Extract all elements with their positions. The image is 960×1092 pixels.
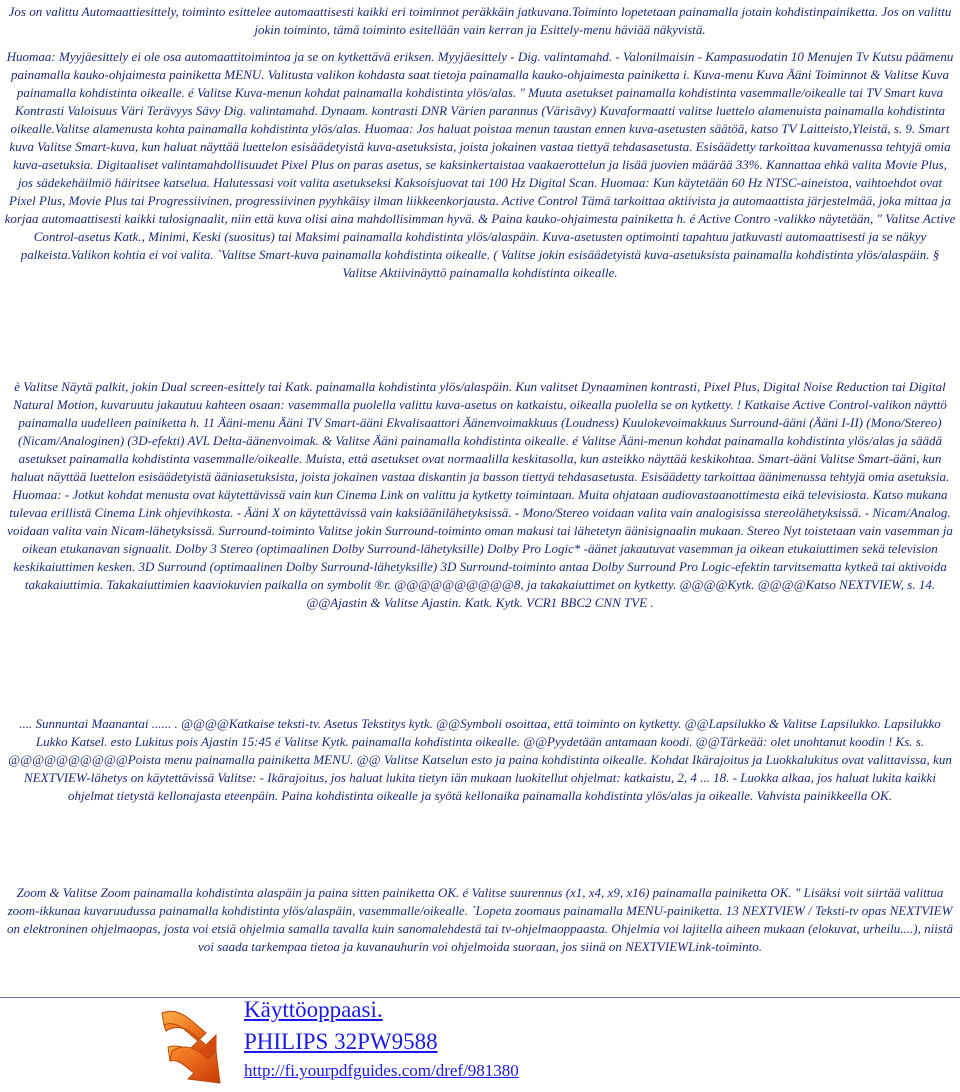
paragraph-zoom-nextview: Zoom & Valitse Zoom painamalla kohdistinta alaspäin ja paina sitten painiketta OK. é Valitse suurennus (x1, x4, x9, x16) painamalla painiketta OK. " Lisäksi voit siirtää valittua zoom-ikkunaa kuvaruudussa painamalla kohdistinta ylös/alaspäin, vasemmalle/oikealle. `Lopeta zoomaus painamalla MENU-painiketta. 13 NEXTVIEW / Teksti-tv opas NEXTVIEW on elektroninen ohjelmaopas, josta voi etsiä ohjelmia samalla tavalla kuin sanomalehdestä tai tv-ohjelmaoppaasta. Ohjelmia voi lajitella aiheen mukaan (elokuvat, urheilu....), niistä voi saada tarkempaa tietoa ja kuvanauhurin voi ohjelmoida suoraan, jos siinä on NEXTVIEWLink-toiminto. — [7, 885, 953, 954]
pdf-arrow-icon — [158, 1003, 232, 1087]
guide-link[interactable]: Käyttöoppaasi. — [244, 997, 383, 1022]
product-link[interactable]: PHILIPS 32PW9588 — [244, 1029, 438, 1054]
paragraph-picture-menu: Huomaa: Myyjäesittely ei ole osa automaattitoimintoa ja se on kytkettävä eriksen. Myyjäesittely - Dig. valintamahd. - Valonilmaisin - Kampasuodatin 10 Menujen Tv Kutsu päämenu painamalla kauko-ohjaimesta painiketta MENU. Valitusta valikon kohdasta saat tietoja painamalla kauko-ohjaimesta painiketta i. Kuva-menu Kuva Ääni Toiminnot & Valitse Kuva painamalla kohdistinta oikealle. é Valitse Kuva-menun kohdat painamalla kohdistinta ylös/alas. " Muuta asetukset painamalla kohdistinta vasemmalle/oikealle tai TV Smart kuva Kontrasti Valoisuus Väri Terävyys Sävy Dig. valintamahd. Dynaam. kontrasti DNR Värien parannus (Värisävy) Kuvaformaatti valitse luettelo alamenuista painamalla kohdistinta oikealle.Valitse alamenusta kohta painamalla kohdistinta ylös/alas. Huomaa: Jos haluat poistaa menun taustan ennen kuva-asetusten säätöä, katso TV Laitteisto,Yleistä, s. 9. Smart kuva Valitse Smart-kuva, kun haluat näyttää luettelon esisäädetyistä kuva-asetuksista, joista jokainen vastaa tiettyä tehdasasetusta. Esisäädetty tarkoittaa kuvamenussa tehtyjä omia kuva-asetuksia. Digitaaliset valintamahdollisuudet Pixel Plus on paras asetus, se kaksinkertaistaa vaakaerottelun ja lisää juovien määrää 33%. Kannattaa ehkä valita Movie Plus, jos sädekehäilmiö häiritsee katselua. Halutessasi voit valita asetukseksi Kaksoisjuovat tai 100 Hz Digital Scan. Huomaa: Kun käytetään 60 Hz NTSC-aineistoa, vaihtoehdot ovat Pixel Plus, Movie Plus tai Progressiivinen, progressiivinen pyyhkäisy ilman liikkeenkorjausta. Active Control Tämä tarkoittaa aktiivista ja automaattista järjestelmää, joka mittaa ja korjaa automaattisesti kaikki tulosignaalit, niin että kuva olisi aina mahdollisimman hyvä. & Paina kauko-ohjaimesta painiketta h. é Active Contro -valikko näytetään, " Valitse Active Control-asetus Katk., Minimi, Keski (suositus) tai Maksimi painamalla kohdistinta ylös/alaspäin. Kuva-asetusten optimointi tapahtuu jatkuvasti automaattisesti ja se näkyy palkeista.Valikon kohtia ei voi valita. `Valitse Smart-kuva painamalla kohdistinta oikealle. ( Valitse jokin esisäädetyistä kuva-asetuksista painamalla kohdistinta ylös/alaspäin. § Valitse Aktiivinäyttö painamalla kohdistinta oikealle. — [4, 49, 956, 280]
paragraph-sound-menu: è Valitse Näytä palkit, jokin Dual screen-esittely tai Katk. painamalla kohdistinta ylös/alaspäin. Kun valitset Dynaaminen kontrasti, Pixel Plus, Digital Noise Reduction tai Digital Natural Motion, kuvaruutu jakautuu kahteen osaan: vasemmalla puolella valittu kuva-asetus on katkaistu, oikealla puolella se on kytketty. ! Katkaise Active Control-valikon näyttö painamalla uudelleen painiketta h. 11 Ääni-menu Ääni TV Smart-ääni Ekvalisaattori Äänenvoimakkuus (Loudness) Kuulokevoimakkuus Surround-ääni (Ääni I-II) (Mono/Stereo) (Nicam/Analoginen) (3D-efekti) AVL Delta-äänenvoimak. & Valitse Ääni painamalla kohdistinta oikealle. é Valitse Ääni-menun kohdat painamalla kohdistinta ylös/alas ja säädä asetukset painamalla kohdistinta vasemmalle/oikealle. Muista, että asetukset ovat normaalilla keskitasolla, kun asteikko näyttää keskikohtaa. Smart-ääni Valitse Smart-ääni, kun haluat näyttää luettelon esisäädetyistä ääniasetuksista, joista jokainen vastaa diskantin ja basson tiettyä tehdasasetusta. Esisäädetty tarkoittaa äänimenussa tehtyjä omia asetuksia. Huomaa: - Jotkut kohdat menusta ovat käytettävissä vain kun Cinema Link on valittu ja kytketty toimintaan. Muita ohjataan audiovastaanottimesta eikä televisiosta. Katso mukana tulevaa erillistä Cinema Link ohjevihkosta. - Ääni X on käytettävissä vain kaksiäänilähetyksissä. - Mono/Stereo voidaan valita vain analogisissa stereolähetyksissä. - Nicam/Analog. voidaan valita vain Nicam-lähetyksissä. Surround-toiminto Valitse jokin Surround-toiminto oman makusi tai lähetetyn äänisignaalin mukaan. Stereo Nyt toistetaan vain vasemman ja oikean etukanavan signaalit. Dolby 3 Stereo (optimaalinen Dolby Surround-lähetyksille) Dolby Pro Logic* -äänet jakautuvat vasemman ja oikean etukaiuttimen sekä television keskikaiuttimen kesken. 3D Surround (optimaalinen Dolby Surround-lähetyksille) 3D Surround-toiminto antaa Dolby Surround Pro Logic-efektin tarvitsematta kytkeä tai aktivoida takakaiuttimia. Takakaiuttimien kaaviokuvien paikalla on symbolit ®r. @@@@@@@@@@8, ja takakaiuttimet on kytketty. @@@@Kytk. @@@@Katso NEXTVIEW, s. 14. @@Ajastin & Valitse Ajastin. Katk. Kytk. VCR1 BBC2 CNN TVE . — [7, 379, 953, 610]
guide-url-link[interactable]: http://fi.yourpdfguides.com/dref/981380 — [244, 1061, 519, 1080]
paragraph-child-lock: .... Sunnuntai Maanantai ...... . @@@@Katkaise teksti-tv. Asetus Tekstitys kytk. @@Symboli osoittaa, että toiminto on kytketty. @@Lapsilukko & Valitse Lapsilukko. Lapsilukko Lukko Katsel. esto Lukitus pois Ajastin 15:45 é Valitse Kytk. painamalla kohdistinta oikealle. @@Pyydetään antamaan koodi. @@Tärkeää: olet unohtanut koodin ! Ks. s. @@@@@@@@@@Poista menu painamalla painiketta MENU. @@ Valitse Katselun esto ja paina kohdistinta oikealle. Kohdat Ikärajoitus ja Luokkalukitus ovat valittavissa, kun NEXTVIEW-lähetys on käytettävissä Valitse: - Ikärajoitus, jos haluat lukita tietyn iän mukaan luokitellut ohjelmat: katkaistu, 2, 4 ... 18. - Luokka alkaa, jos haluat lukita kaikki ohjelmat tietystä kellonajasta eteenpäin. Paina kohdistinta oikealle ja syötä kellonaika painamalla kohdistinta ylös/alas ja oikealle. Vahvista painikkeella OK. — [8, 716, 952, 803]
footer — [0, 997, 960, 1092]
paragraph-auto-demo: Jos on valittu Automaattiesittely, toiminto esittelee automaattisesti kaikki eri toiminnot peräkkäin jatkuvana.Toiminto lopetetaan painamalla jotain kohdistinpainiketta. Jos on valittu jokin toiminto, tämä toiminto esitellään vain kerran ja Esittely-menu häviää näkyvistä. — [8, 4, 952, 37]
